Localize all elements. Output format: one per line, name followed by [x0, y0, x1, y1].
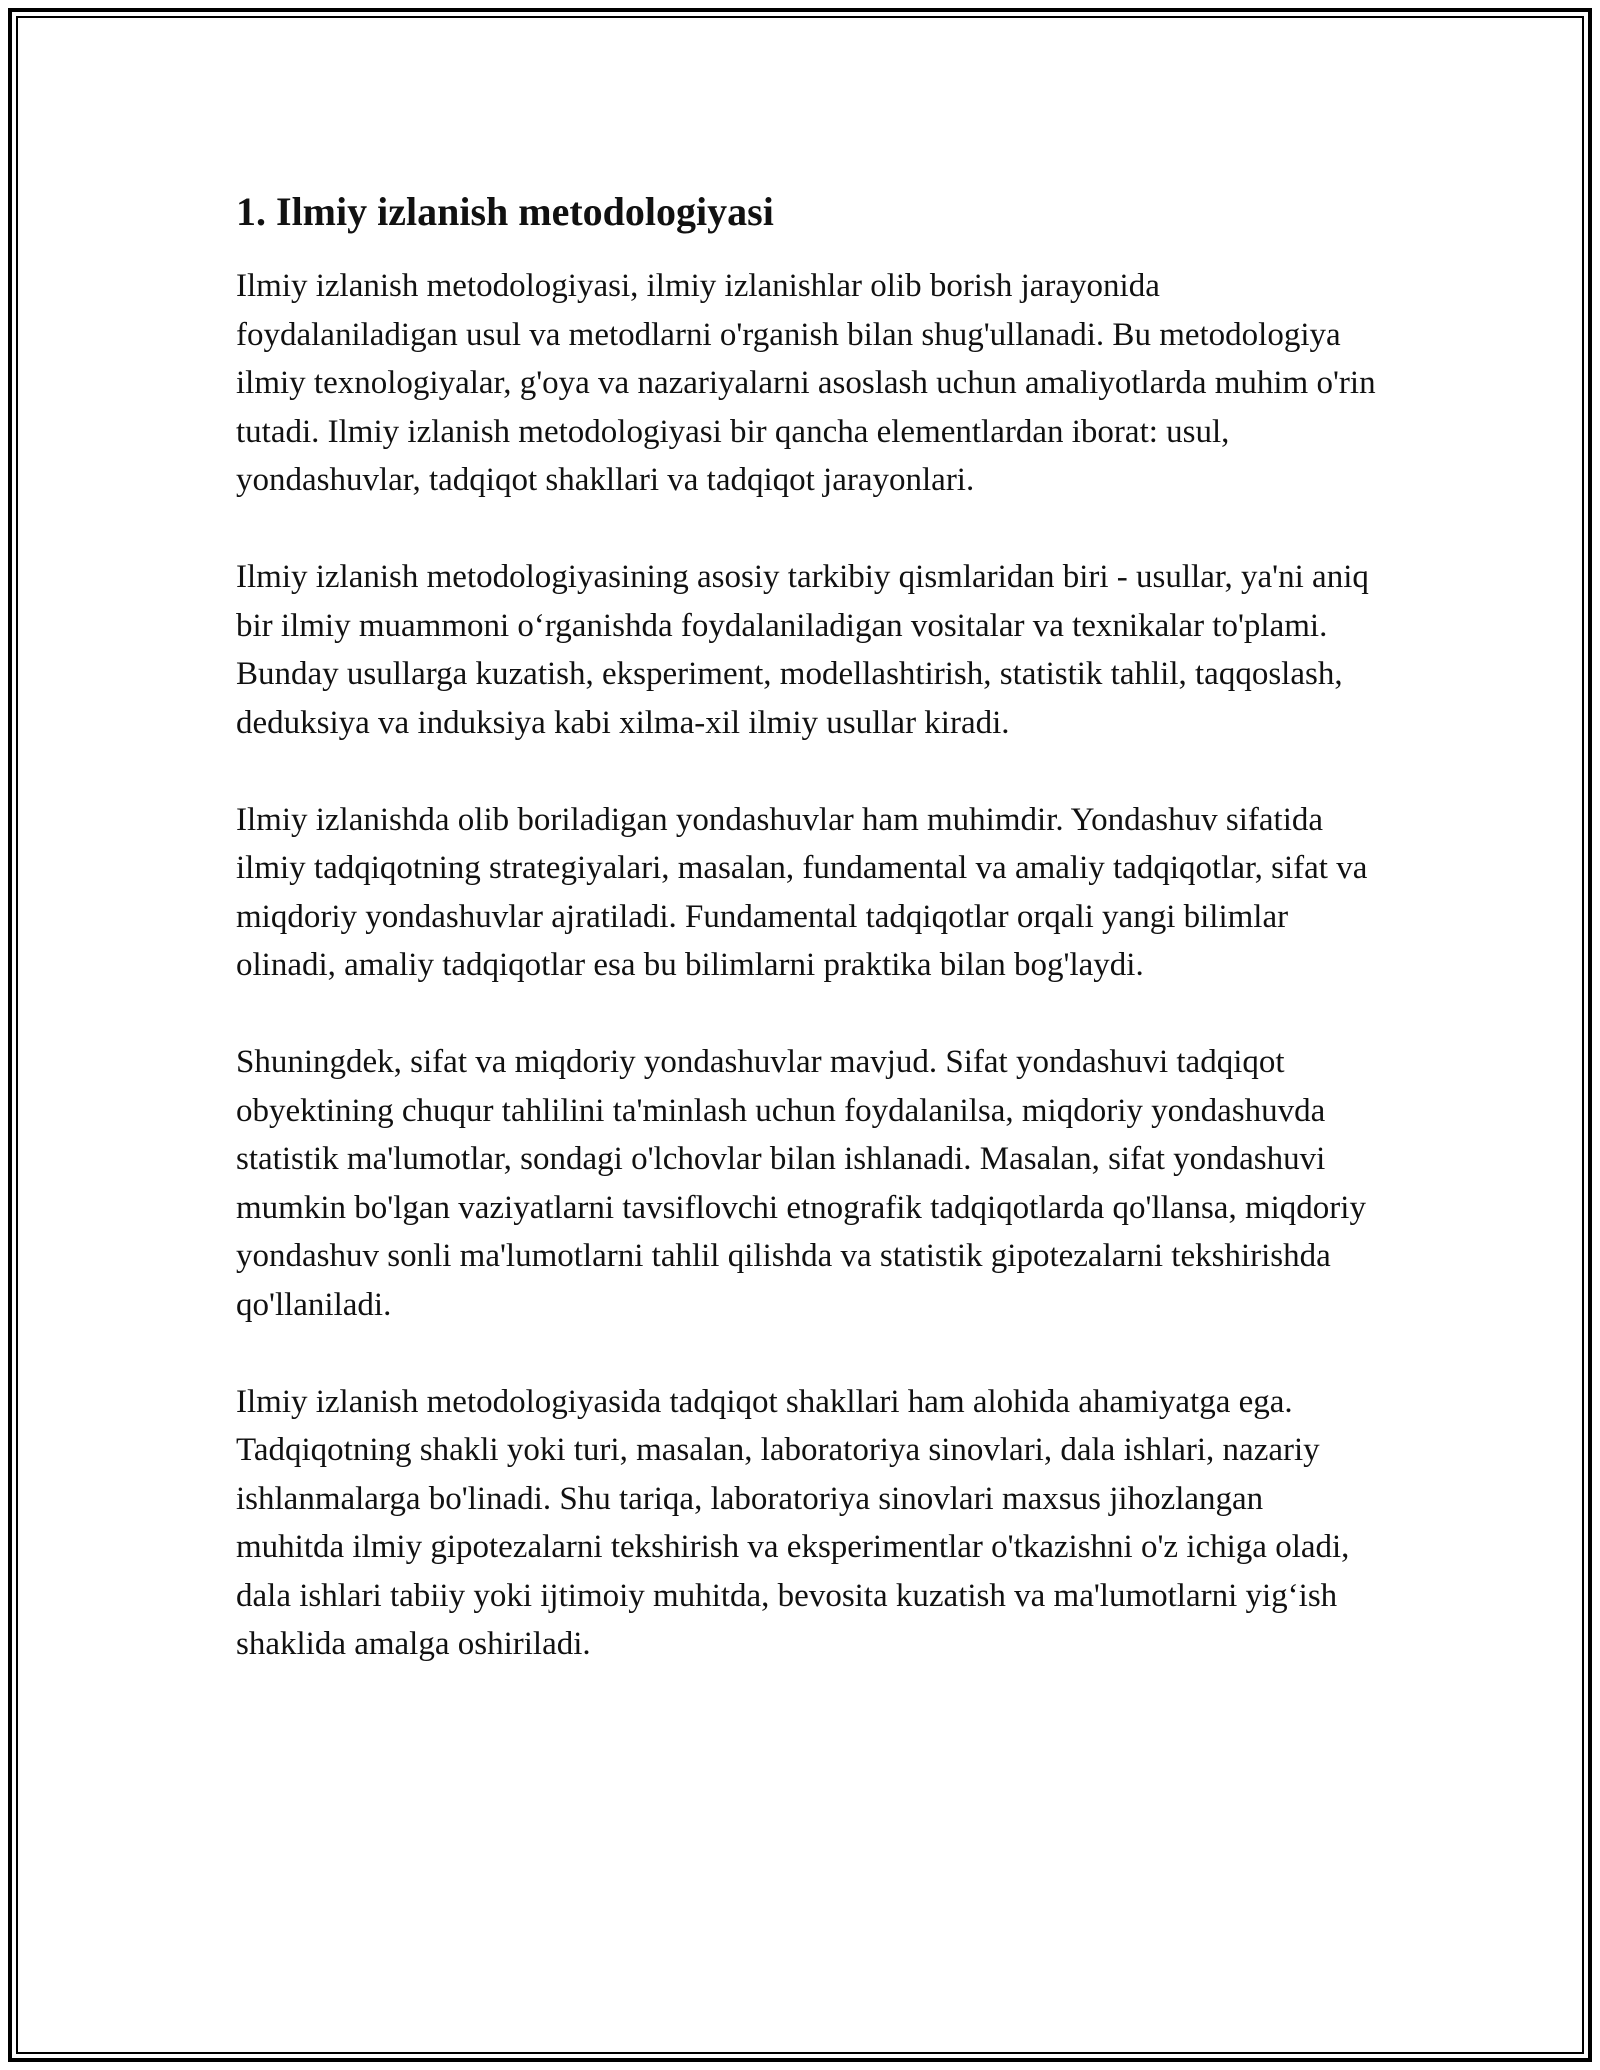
paragraph-4: Shuningdek, sifat va miqdoriy yondashuvlar mavjud. Sifat yondashuvi tadqiqot obyektining chuqur tahlilini ta'minlash uchun foydalanilsa, miqdoriy yondashuvda statistik ma'lumotlar, sondagi o'lchovlar bilan ishlanadi. Masalan, sifat yondashuvi mumkin bo'lgan vaziyatlarni tavsiflovchi etnografik tadqiqotlarda qo'llansa, miqdoriy yondashuv sonli ma'lumotlarni tahlil qilishda va statistik gipotezalarni tekshirishda qo'llaniladi. — [236, 1044, 1366, 1323]
document-body — [236, 188, 1376, 1717]
document-title: 1. Ilmiy izlanish metodologiyasi — [236, 189, 774, 234]
paragraph-3: Ilmiy izlanishda olib boriladigan yondashuvlar ham muhimdir. Yondashuv sifatida ilmiy tadqiqotning strategiyalari, masalan, fundamental va amaliy tadqiqotlar, sifat va miqdoriy yondashuvlar ajratiladi. Fundamental tadqiqotlar orqali yangi bilimlar olinadi, amaliy tadqiqotlar esa bu bilimlarni praktika bilan bog'laydi. — [236, 801, 1368, 983]
paragraph-5: Ilmiy izlanish metodologiyasida tadqiqot shakllari ham alohida ahamiyatga ega. Tadqiqotning shakli yoki turi, masalan, laboratoriya sinovlari, dala ishlari, nazariy ishlanmalarga bo'linadi. Shu tariqa, laboratoriya sinovlari maxsus jihozlangan muhitda ilmiy gipotezalarni tekshirish va eksperimentlar o'tkazishni o'z ichiga oladi, dala ishlari tabiiy yoki ijtimoiy muhitda, bevosita kuzatish va ma'lumotlarni yig‘ish shaklida amalga oshiriladi. — [236, 1383, 1350, 1662]
paragraph-1: Ilmiy izlanish metodologiyasi, ilmiy izlanishlar olib borish jarayonida foydalaniladigan usul va metodlarni o'rganish bilan shug'ullanadi. Bu metodologiya ilmiy texnologiyalar, g'oya va nazariyalarni asoslash uchun amaliyotlarda muhim o'rin tutadi. Ilmiy izlanish metodologiyasi bir qancha elementlardan iborat: usul, yondashuvlar, tadqiqot shakllari va tadqiqot jarayonlari. — [236, 268, 1376, 498]
paragraph-2: Ilmiy izlanish metodologiyasining asosiy tarkibiy qismlaridan biri - usullar, ya'ni aniq bir ilmiy muammoni o‘rganishda foydalaniladigan vositalar va texnikalar to'plami. Bunday usullarga kuzatish, eksperiment, modellashtirish, statistik tahlil, taqqoslash, deduksiya va induksiya kabi xilma-xil ilmiy usullar kiradi. — [236, 559, 1369, 741]
